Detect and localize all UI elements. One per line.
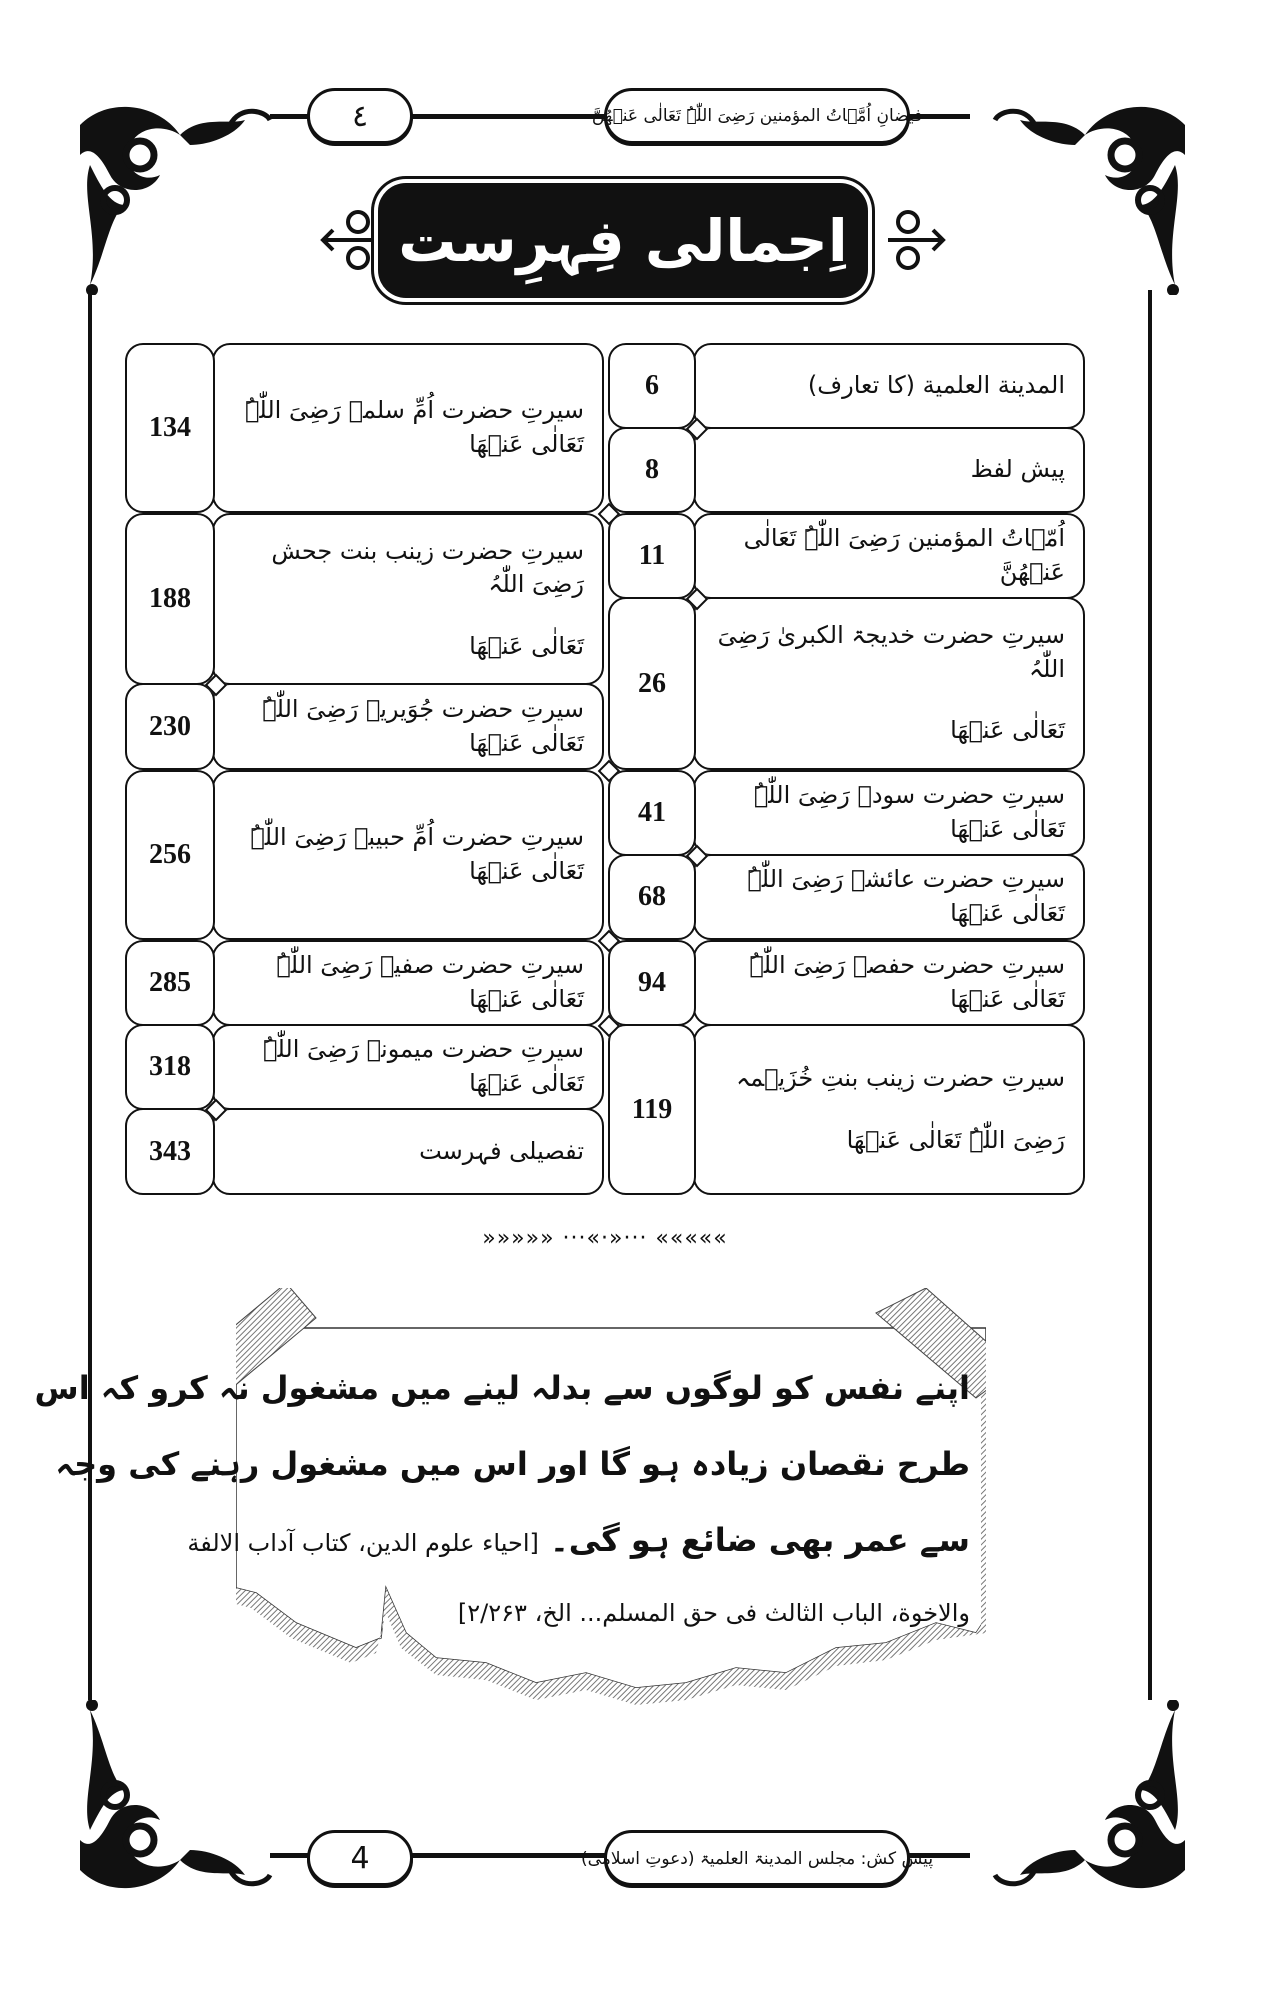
- toc-entry-title[interactable]: [212, 513, 604, 685]
- toc-entry-page[interactable]: 285: [125, 940, 215, 1026]
- toc-entry-title-text: سیرتِ حضرت جُوَیریہ رَضِیَ اللّٰہُ تَعَالٰی عَنۡھَا: [262, 694, 584, 757]
- footer-page-number-pill: [307, 1830, 413, 1886]
- toc-entry-title[interactable]: [693, 427, 1085, 513]
- page-title: اِجمالی فِہرِست: [398, 206, 848, 275]
- frame-right-line: [1148, 290, 1152, 1700]
- toc-entry-page[interactable]: 119: [608, 1024, 696, 1195]
- toc-entry-title[interactable]: [693, 940, 1085, 1026]
- corner-ornament-bottom-right-icon: [985, 1700, 1195, 1900]
- toc-entry-title-text: تَعَالٰی عَنۡھَا: [950, 716, 1065, 745]
- toc-entry-title-text: اُمّہاتُ المؤمنین رَضِیَ اللّٰہُ تَعَالٰی عَنۡھُنَّ: [743, 524, 1065, 586]
- toc-entry-title-text: سیرتِ حضرت زینب بنتِ خُزَیۡمہ: [736, 1063, 1065, 1092]
- footer-publisher: پیش کش: مجلس المدینۃ العلمیۃ (دعوتِ اسلامی): [580, 1848, 934, 1869]
- toc-entry-page[interactable]: 94: [608, 940, 696, 1026]
- toc-entry-title-text: پیش لفظ: [970, 455, 1065, 484]
- toc-entry-title[interactable]: [693, 1024, 1085, 1195]
- toc-entry-page[interactable]: 256: [125, 770, 215, 940]
- header-page-number-pill: [307, 88, 413, 144]
- header-book-title-pill: [591, 88, 923, 144]
- toc-entry-title-text: رَضِیَ اللّٰہُ تَعَالٰی عَنۡھَا: [846, 1125, 1065, 1154]
- toc-entry-title[interactable]: [693, 597, 1085, 770]
- note-reference-end: والاخوة، الباب الثالث فی حق المسلم... الخ، ۲/۲۶۳]: [457, 1599, 970, 1627]
- plaque-ornament-right-icon: [878, 200, 948, 280]
- note-line: طرح نقصان زیادہ ہو گا اور اس میں مشغول رہنے کی وجہ: [55, 1445, 970, 1483]
- toc-entry-title-text: سیرتِ حضرت اُمِّ سلمہ رَضِیَ اللّٰہُ تَعَالٰی عَنۡھَا: [245, 396, 584, 458]
- toc-entry-title-text: سیرتِ حضرت عائشہ رَضِیَ اللّٰہُ تَعَالٰی عَنۡھَا: [747, 865, 1065, 927]
- toc-entry-title[interactable]: [212, 683, 604, 770]
- toc-entry-title[interactable]: [212, 343, 604, 513]
- header-page-number: ٤: [351, 98, 369, 134]
- corner-ornament-bottom-left-icon: [70, 1700, 280, 1900]
- toc-entry-title[interactable]: [693, 513, 1085, 599]
- toc-entry-page[interactable]: 8: [608, 427, 696, 513]
- corner-ornament-top-left-icon: [70, 95, 280, 295]
- footer-page-number: 4: [350, 1840, 370, 1876]
- toc-entry-page[interactable]: 11: [608, 513, 696, 599]
- toc-entry-page[interactable]: 68: [608, 854, 696, 940]
- note-line: [187, 1502, 970, 1578]
- note-reference-start: [احیاء علوم الدین، کتاب آداب الالفة: [187, 1529, 539, 1557]
- header-book-title: فیضانِ اُمَّہاتُ المؤمنین رَضِیَ اللّٰہُ تَعَالٰی عَنۡھُنَّ: [591, 106, 923, 126]
- toc-entry-title[interactable]: [212, 1024, 604, 1110]
- note-text: [34, 1350, 970, 1648]
- toc-entry-title[interactable]: [693, 770, 1085, 856]
- toc-entry-page[interactable]: 6: [608, 343, 696, 429]
- toc-entry-title[interactable]: [693, 854, 1085, 940]
- toc-entry-title-text: سیرتِ حضرت حفصہ رَضِیَ اللّٰہُ تَعَالٰی عَنۡھَا: [749, 951, 1065, 1013]
- toc-entry-title-text: تفصیلی فہرست: [419, 1136, 584, 1165]
- page-title-plaque: [378, 183, 868, 298]
- toc-entry-page[interactable]: 343: [125, 1108, 215, 1195]
- toc-entry-title[interactable]: [212, 1108, 604, 1195]
- toc-entry-title-text: تَعَالٰی عَنۡھَا: [469, 631, 584, 660]
- toc-entry-page[interactable]: 230: [125, 683, 215, 770]
- toc-entry-page[interactable]: 41: [608, 770, 696, 856]
- toc-entry-title-text: سیرتِ حضرت سودہ رَضِیَ اللّٰہُ تَعَالٰی عَنۡھَا: [753, 781, 1065, 843]
- toc-entry-title-text: سیرتِ حضرت اُمِّ حبیبہ رَضِیَ اللّٰہُ تَعَالٰی عَنۡھَا: [250, 823, 584, 885]
- section-divider: »»»»» ···«·»··· «««««: [482, 1226, 728, 1251]
- toc-entry-title[interactable]: [212, 770, 604, 940]
- toc-entry-title-text: المدینة العلمیة (کا تعارف): [807, 371, 1065, 400]
- toc-entry-title[interactable]: [212, 940, 604, 1026]
- toc-entry-title-text: سیرتِ حضرت صفیہ رَضِیَ اللّٰہُ تَعَالٰی عَنۡھَا: [276, 951, 584, 1013]
- note-line: اپنے نفس کو لوگوں سے بدلہ لینے میں مشغول نہ کرو کہ اس: [34, 1369, 970, 1407]
- toc-entry-page[interactable]: 26: [608, 597, 696, 770]
- toc-entry-page[interactable]: 188: [125, 513, 215, 685]
- toc-entry-title-text: سیرتِ حضرت خدیجۃ الکبریٰ رَضِیَ اللّٰہُ: [717, 621, 1065, 683]
- footer-publisher-pill: [580, 1830, 934, 1886]
- toc-entry-page[interactable]: 134: [125, 343, 215, 513]
- toc-entry-title-text: سیرتِ حضرت زینب بنت جحش رَضِیَ اللّٰہُ: [271, 536, 584, 599]
- toc-entry-title-text: سیرتِ حضرت میمونہ رَضِیَ اللّٰہُ تَعَالٰی عَنۡھَا: [263, 1035, 584, 1097]
- note-line-text: سے عمر بھی ضائع ہو گی۔: [549, 1521, 970, 1559]
- corner-ornament-top-right-icon: [985, 95, 1195, 295]
- toc-entry-title[interactable]: [693, 343, 1085, 429]
- toc-entry-page[interactable]: 318: [125, 1024, 215, 1110]
